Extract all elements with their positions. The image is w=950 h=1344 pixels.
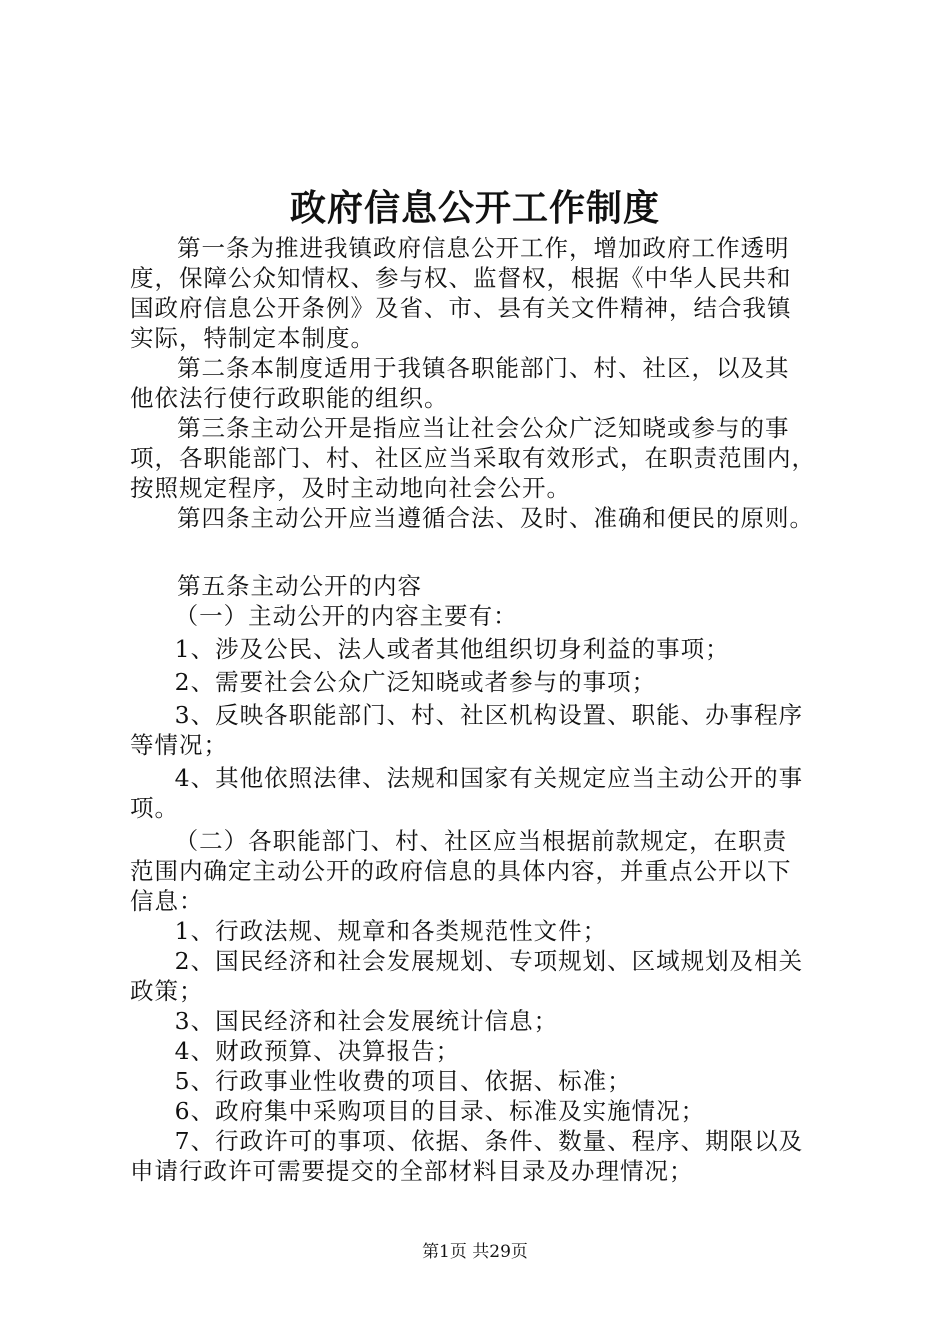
text-line: 第三条主动公开是指应当让社会公众广泛知晓或参与的事	[177, 414, 790, 442]
text-line: 政策；	[130, 977, 204, 1005]
text-line: 项，各职能部门、村、社区应当采取有效形式，在职责范围内，	[130, 444, 816, 472]
list-item: 5、行政事业性收费的项目、依据、标准；	[174, 1067, 632, 1095]
list-item: 6、政府集中采购项目的目录、标准及实施情况；	[174, 1097, 706, 1125]
list-item: 7、行政许可的事项、依据、条件、数量、程序、期限以及	[174, 1127, 804, 1155]
text-line: 实际，特制定本制度。	[130, 324, 375, 352]
list-item: 4、财政预算、决算报告；	[174, 1037, 461, 1065]
page-footer: 第1页 共29页	[422, 1242, 528, 1262]
document-body	[130, 233, 835, 1186]
list-item: 1、行政法规、规章和各类规范性文件；	[174, 917, 608, 945]
text-line: 项。	[130, 794, 179, 822]
text-line: （二）各职能部门、村、社区应当根据前款规定，在职责	[174, 827, 788, 855]
list-item: 2、国民经济和社会发展规划、专项规划、区域规划及相关	[174, 947, 804, 975]
text-line: 第四条主动公开应当遵循合法、及时、准确和便民的原则。	[177, 504, 814, 532]
list-item: 3、反映各职能部门、村、社区机构设置、职能、办事程序	[174, 701, 804, 729]
list-item: 1、涉及公民、法人或者其他组织切身利益的事项；	[174, 635, 730, 663]
text-line: 第五条主动公开的内容	[177, 572, 422, 600]
text-line: 度，保障公众知情权、参与权、监督权，根据《中华人民共和	[130, 264, 792, 292]
list-item: 4、其他依照法律、法规和国家有关规定应当主动公开的事	[174, 764, 804, 792]
text-line: （一）主动公开的内容主要有：	[174, 602, 518, 630]
text-line: 信息：	[130, 887, 204, 915]
text-line: 按照规定程序，及时主动地向社会公开。	[130, 474, 571, 502]
text-line: 他依法行使行政职能的组织。	[130, 384, 449, 412]
paragraph-gap	[130, 533, 835, 571]
list-item: 3、国民经济和社会发展统计信息；	[174, 1007, 559, 1035]
text-line: 第一条为推进我镇政府信息公开工作，增加政府工作透明	[177, 234, 790, 262]
text-line: 国政府信息公开条例》及省、市、县有关文件精神，结合我镇	[130, 294, 792, 322]
text-line: 范围内确定主动公开的政府信息的具体内容，并重点公开以下	[130, 857, 792, 885]
list-item: 2、需要社会公众广泛知晓或者参与的事项；	[174, 668, 657, 696]
text-line: 第二条本制度适用于我镇各职能部门、村、社区，以及其	[177, 354, 790, 382]
text-line: 等情况；	[130, 731, 228, 759]
document-title: 政府信息公开工作制度	[289, 187, 660, 229]
text-line: 申请行政许可需要提交的全部材料目录及办理情况；	[130, 1157, 694, 1185]
